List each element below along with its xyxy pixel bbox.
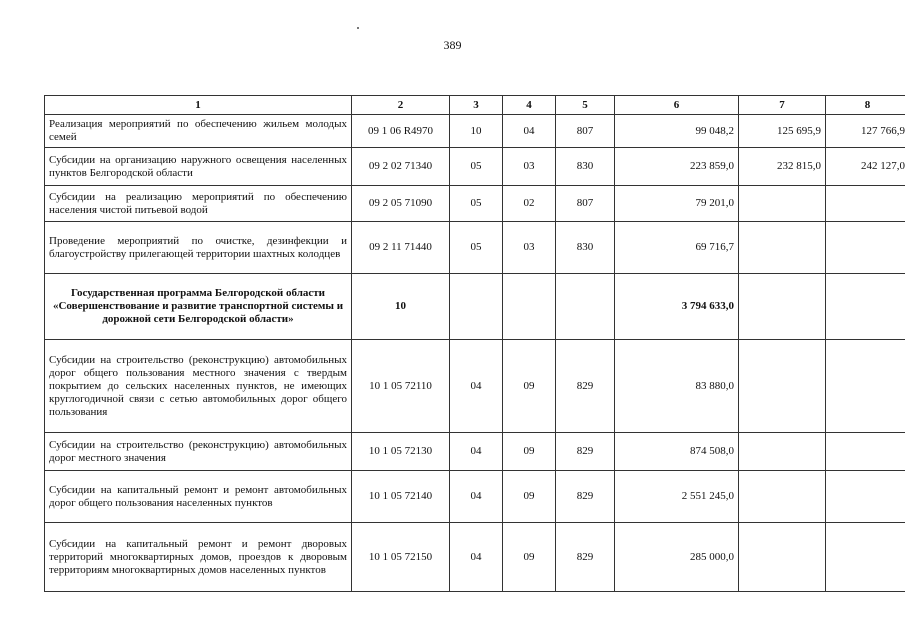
row-code-cell: 10 1 05 72150 (352, 523, 450, 592)
row-amount-1-cell: 83 880,0 (615, 340, 739, 433)
row-amount-2-cell: 232 815,0 (739, 148, 826, 186)
row-code-cell: 10 1 05 72130 (352, 433, 450, 471)
row-amount-1-cell: 3 794 633,0 (615, 274, 739, 340)
row-expense-type-cell: 830 (556, 148, 615, 186)
row-amount-2-cell (739, 471, 826, 523)
column-header: 7 (739, 96, 826, 115)
row-amount-2-cell (739, 340, 826, 433)
row-amount-1-cell: 874 508,0 (615, 433, 739, 471)
row-expense-type-cell (556, 274, 615, 340)
row-section-cell: 05 (450, 222, 503, 274)
row-code-cell: 09 1 06 R4970 (352, 115, 450, 148)
column-header: 8 (826, 96, 905, 115)
row-amount-1-cell: 99 048,2 (615, 115, 739, 148)
row-subsection-cell: 04 (503, 115, 556, 148)
row-amount-3-cell (826, 186, 905, 222)
row-amount-3-cell: 127 766,9 (826, 115, 905, 148)
row-amount-3-cell (826, 433, 905, 471)
table-row (45, 274, 905, 340)
row-amount-2-cell: 125 695,9 (739, 115, 826, 148)
budget-table (44, 95, 905, 592)
row-code-cell: 09 2 02 71340 (352, 148, 450, 186)
row-amount-3-cell: 242 127,0 (826, 148, 905, 186)
row-section-cell: 10 (450, 115, 503, 148)
row-subsection-cell: 02 (503, 186, 556, 222)
row-subsection-cell: 03 (503, 148, 556, 186)
table-row (45, 523, 905, 592)
table-row (45, 186, 905, 222)
row-subsection-cell: 09 (503, 471, 556, 523)
row-section-cell: 04 (450, 433, 503, 471)
row-amount-1-cell: 79 201,0 (615, 186, 739, 222)
column-header: 6 (615, 96, 739, 115)
row-amount-3-cell (826, 222, 905, 274)
row-amount-3-cell (826, 471, 905, 523)
row-amount-2-cell (739, 222, 826, 274)
column-header: 3 (450, 96, 503, 115)
row-name-cell: Государственная программа Белгородской области «Совершенствование и развитие транспортной системы и дорожной сети Белгородской области» (45, 274, 352, 340)
row-code-cell: 09 2 05 71090 (352, 186, 450, 222)
row-amount-3-cell (826, 274, 905, 340)
row-name-cell: Субсидии на реализацию мероприятий по обеспечению населения чистой питьевой водой (45, 186, 352, 222)
table-row (45, 222, 905, 274)
row-expense-type-cell: 829 (556, 433, 615, 471)
row-name-cell: Субсидии на капитальный ремонт и ремонт автомобильных дорог общего пользования населенных пунктов (45, 471, 352, 523)
row-section-cell: 04 (450, 523, 503, 592)
row-amount-3-cell (826, 340, 905, 433)
row-amount-2-cell (739, 523, 826, 592)
row-name-cell: Субсидии на организацию наружного освещения населенных пунктов Белгородской области (45, 148, 352, 186)
row-subsection-cell (503, 274, 556, 340)
table-row (45, 148, 905, 186)
column-header: 1 (45, 96, 352, 115)
table-row (45, 115, 905, 148)
row-subsection-cell: 09 (503, 433, 556, 471)
row-name-cell: Реализация мероприятий по обеспечению жильем молодых семей (45, 115, 352, 148)
row-subsection-cell: 03 (503, 222, 556, 274)
row-expense-type-cell: 807 (556, 186, 615, 222)
row-name-cell: Проведение мероприятий по очистке, дезинфекции и благоустройству прилегающей территории шахтных колодцев (45, 222, 352, 274)
row-section-cell (450, 274, 503, 340)
row-expense-type-cell: 829 (556, 471, 615, 523)
row-expense-type-cell: 807 (556, 115, 615, 148)
row-amount-1-cell: 69 716,7 (615, 222, 739, 274)
scan-speck (357, 27, 359, 29)
table-row (45, 433, 905, 471)
row-section-cell: 04 (450, 340, 503, 433)
column-header: 5 (556, 96, 615, 115)
row-name-cell: Субсидии на строительство (реконструкцию) автомобильных дорог местного значения (45, 433, 352, 471)
row-subsection-cell: 09 (503, 523, 556, 592)
row-section-cell: 04 (450, 471, 503, 523)
row-section-cell: 05 (450, 148, 503, 186)
row-code-cell: 10 1 05 72140 (352, 471, 450, 523)
row-subsection-cell: 09 (503, 340, 556, 433)
row-name-cell: Субсидии на строительство (реконструкцию) автомобильных дорог общего пользования местного значения с твердым покрытием до сельских населенных пунктов, не имеющих круглогодичной связи с сетью автомобильных дорог общего пользования (45, 340, 352, 433)
row-code-cell: 09 2 11 71440 (352, 222, 450, 274)
row-amount-2-cell (739, 433, 826, 471)
page-number: 389 (443, 38, 462, 52)
row-amount-1-cell: 2 551 245,0 (615, 471, 739, 523)
row-expense-type-cell: 829 (556, 340, 615, 433)
row-amount-2-cell (739, 274, 826, 340)
row-expense-type-cell: 830 (556, 222, 615, 274)
row-section-cell: 05 (450, 186, 503, 222)
row-name-cell: Субсидии на капитальный ремонт и ремонт дворовых территорий многоквартирных домов, проездов к дворовым территориям многоквартирных домов населенных пунктов (45, 523, 352, 592)
row-amount-2-cell (739, 186, 826, 222)
row-amount-1-cell: 285 000,0 (615, 523, 739, 592)
table-row (45, 340, 905, 433)
column-header: 4 (503, 96, 556, 115)
header-row (45, 96, 905, 115)
row-amount-3-cell (826, 523, 905, 592)
row-amount-1-cell: 223 859,0 (615, 148, 739, 186)
row-code-cell: 10 1 05 72110 (352, 340, 450, 433)
row-expense-type-cell: 829 (556, 523, 615, 592)
row-code-cell: 10 (352, 274, 450, 340)
table-row (45, 471, 905, 523)
column-header: 2 (352, 96, 450, 115)
